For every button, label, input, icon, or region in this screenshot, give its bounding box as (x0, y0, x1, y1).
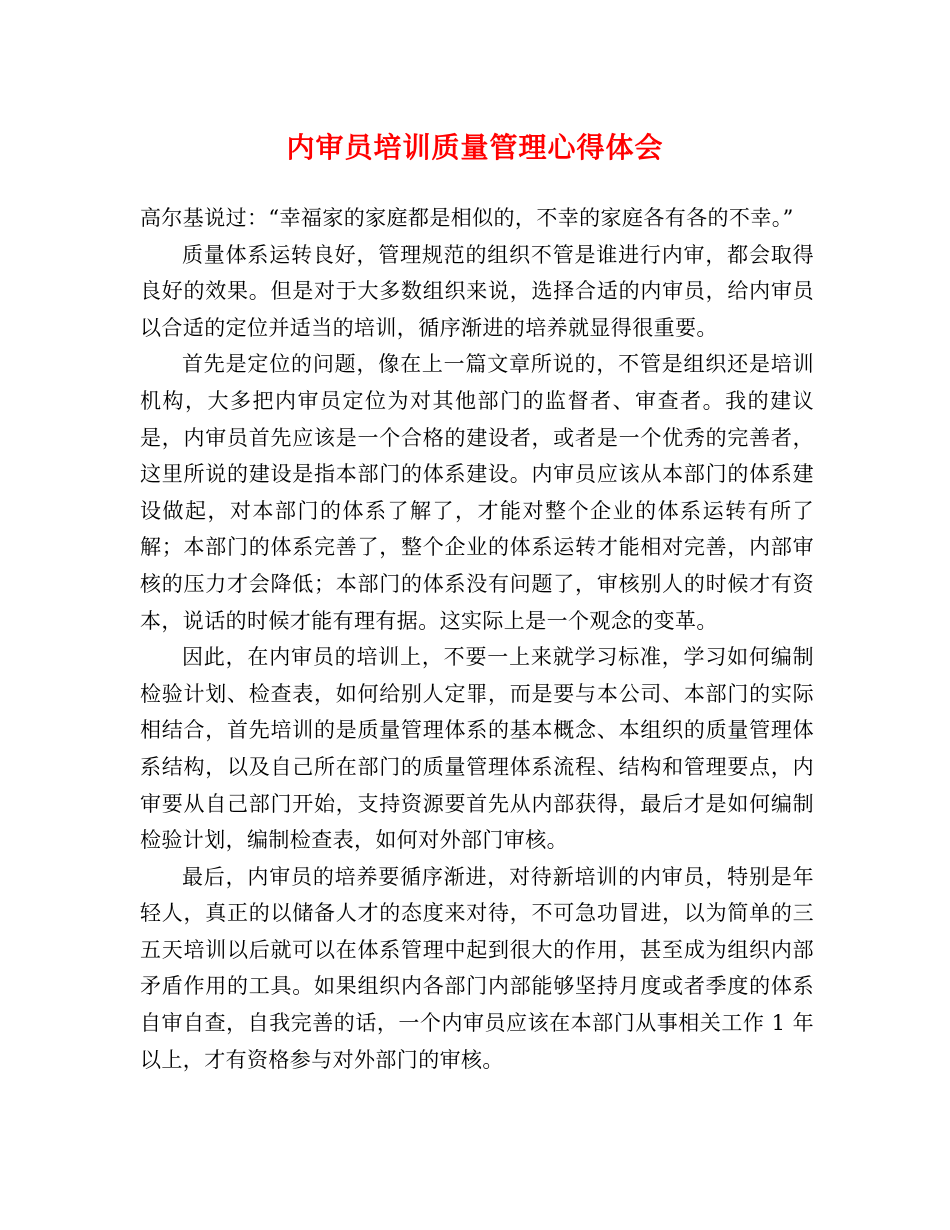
paragraph-training: 因此，在内审员的培训上，不要一上来就学习标准，学习如何编制检验计划、检查表，如何给别人定罪，而是要与本公司、本部门的实际相结合，首先培训的是质量管理体系的基本概念、本组织的质量管理体系结构，以及自己所在部门的质量管理体系流程、结构和管理要点，内审要从自己部门开始，支持资源要首先从内部获得，最后才是如何编制检验计划，编制检查表，如何对外部门审核。 (140, 645, 814, 853)
paragraph-positioning: 首先是定位的问题，像在上一篇文章所说的，不管是组织还是培训机构，大多把内审员定位为对其他部门的监督者、审查者。我的建议是，内审员首先应该是一个合格的建设者，或者是一个优秀的完善者，这里所说的建设是指本部门的体系建设。内审员应该从本部门的体系建设做起，对本部门的体系了解了，才能对整个企业的体系运转有所了解；本部门的体系完善了，整个企业的体系运转才能相对完善，内部审核的压力才会降低；本部门的体系没有问题了，审核别人的时候才有资本，说话的时候才能有理有据。这实际上是一个观念的变革。 (140, 352, 814, 633)
paragraph-quote: 高尔基说过：“幸福家的家庭都是相似的，不幸的家庭各有各的不幸。” (140, 206, 794, 230)
document-title: 内审员培训质量管理心得体会 (286, 131, 664, 164)
paragraph-intro: 质量体系运转良好，管理规范的组织不管是谁进行内审，都会取得良好的效果。但是对于大多数组织来说，选择合适的内审员，给内审员以合适的定位并适当的培训，循序渐进的培养就显得很重要。 (140, 242, 814, 340)
paragraph-conclusion: 最后，内审员的培养要循序渐进，对待新培训的内审员，特别是年轻人，真正的以储备人才的态度来对待，不可急功冒进，以为简单的三五天培训以后就可以在体系管理中起到很大的作用，甚至成为组织内部矛盾作用的工具。如果组织内各部门内部能够坚持月度或者季度的体系自审自查，自我完善的话，一个内审员应该在本部门从事相关工作 1 年以上，才有资格参与对外部门的审核。 (140, 864, 814, 1072)
document-body (140, 200, 814, 1078)
